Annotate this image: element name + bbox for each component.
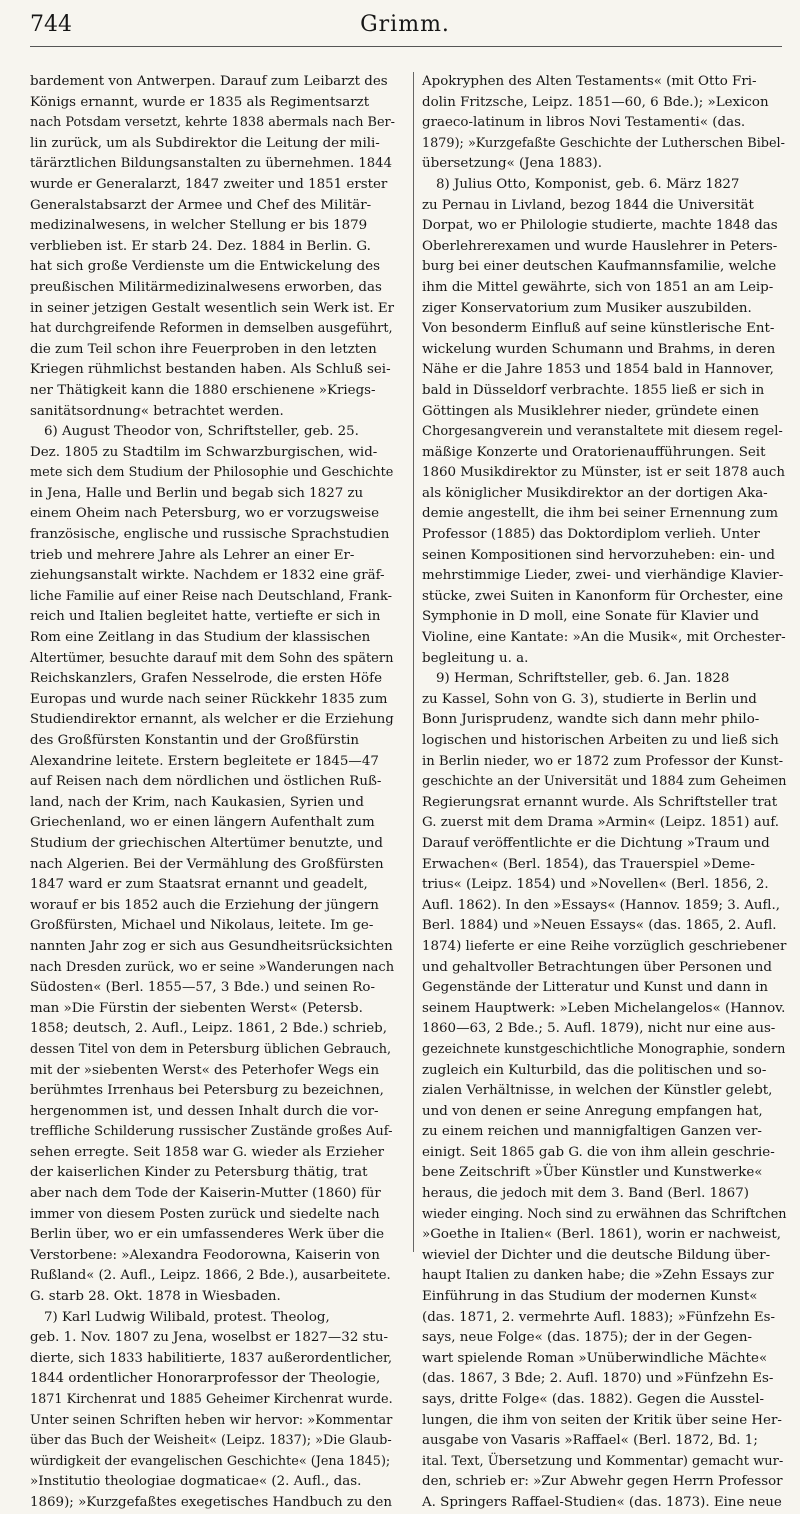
text-line: seinem Hauptwerk: »Leben Michelangelos« (Hannov. [422, 1000, 786, 1016]
text-line: 1869); »Kurzgefaßtes exegetisches Handbuch zu den [30, 1494, 392, 1510]
text-line: die zum Teil schon ihre Feuerproben in den letzten [30, 341, 377, 357]
text-line: worauf er bis 1852 auch die Erziehung der jüngern [30, 897, 379, 913]
text-line: mete sich dem Studium der Philosophie und Geschichte [30, 465, 394, 481]
text-line: dessen Titel von dem in Petersburg üblichen Gebrauch, [30, 1041, 392, 1057]
text-line: zu Kassel, Sohn von G. 3), studierte in Berlin und [422, 691, 757, 707]
text-line: 6) August Theodor von, Schriftsteller, geb. 25. [44, 424, 359, 440]
text-line: den, schrieb er: »Zur Abwehr gegen Herrn Professor [422, 1474, 783, 1490]
text-line: Aufl. 1862). In den »Essays« (Hannov. 1859; 3. Aufl., [422, 897, 780, 913]
text-line: berühmtes Irrenhaus bei Petersburg zu bezeichnen, [30, 1083, 384, 1099]
header-rule [30, 46, 782, 47]
text-line: 1858; deutsch, 2. Aufl., Leipz. 1861, 2 Bde.) schrieb, [30, 1021, 387, 1037]
text-line: bene Zeitschrift »Über Künstler und Kunstwerke« [422, 1165, 763, 1181]
text-line: übersetzung« (Jena 1883). [422, 156, 602, 172]
text-line: Studium der griechischen Altertümer benutzte, und [30, 835, 383, 851]
column-divider [413, 72, 414, 1252]
text-line: Studiendirektor ernannt, als welcher er die Erziehung [30, 712, 394, 728]
text-line: preußischen Militärmedizinalwesens erworben, das [30, 279, 382, 295]
page-header [30, 10, 780, 40]
text-line: Rom eine Zeitlang in das Studium der klassischen [30, 630, 371, 646]
text-line: Südosten« (Berl. 1855—57, 3 Bde.) und seinen Ro- [30, 980, 375, 996]
right-column [422, 72, 787, 1510]
text-line: in Berlin nieder, wo er 1872 zum Professor der Kunst- [422, 753, 784, 769]
text-line: land, nach der Krim, nach Kaukasien, Syrien und [30, 794, 364, 810]
text-line: »Goethe in Italien« (Berl. 1861), worin er nachweist, [422, 1227, 782, 1243]
text-line: Einführung in das Studium der modernen Kunst« [422, 1289, 758, 1305]
text-line: 1844 ordentlicher Honorarprofessor der Theologie, [30, 1371, 381, 1387]
text-line: 1874) lieferte er eine Reihe vorzüglich geschriebener [422, 938, 787, 954]
running-head: Grimm. [360, 12, 450, 37]
text-line: wurde er Generalarzt, 1847 zweiter und 1851 erster [30, 176, 388, 192]
text-line: Verstorbene: »Alexandra Feodorowna, Kaiserin von [30, 1247, 380, 1263]
text-line: Violine, eine Kantate: »An die Musik«, mit Orchester- [422, 630, 786, 646]
text-line: und gehaltvoller Betrachtungen über Personen und [422, 959, 772, 975]
text-line: says, neue Folge« (das. 1875); der in der Gegen- [422, 1330, 752, 1346]
text-line: wieviel der Dichter und die deutsche Bildung über- [422, 1247, 771, 1263]
text-line: geschichte an der Universität und 1884 zum Geheimen [422, 774, 787, 790]
text-line: ital. Text, Übersetzung und Kommentar) gemacht wur- [422, 1453, 784, 1469]
text-line: Altertümer, besuchte darauf mit dem Sohn des spätern [30, 650, 394, 666]
text-line: bardement von Antwerpen. Darauf zum Leibarzt des [30, 74, 388, 89]
text-line: Göttingen als Musiklehrer nieder, gründete einen [422, 403, 760, 419]
text-line: begleitung u. a. [422, 650, 529, 666]
text-line: Chorgesangverein und veranstaltete mit diesem regel- [422, 424, 783, 440]
text-line: Von besonderm Einfluß auf seine künstlerische Ent- [422, 321, 775, 337]
text-line: man »Die Fürstin der siebenten Werst« (Petersb. [30, 1000, 363, 1016]
text-line: 9) Herman, Schriftsteller, geb. 6. Jan. 1828 [436, 671, 730, 687]
text-line: G. starb 28. Okt. 1878 in Wiesbaden. [30, 1289, 281, 1305]
text-line: Apokryphen des Alten Testaments« (mit Otto Fri- [422, 74, 757, 89]
text-line: Gegenstände der Litteratur und Kunst und dann in [422, 980, 769, 996]
text-line: 7) Karl Ludwig Wilibald, protest. Theolog, [44, 1309, 330, 1325]
text-line: Symphonie in D moll, eine Sonate für Klavier und [422, 609, 759, 625]
text-line: sehen erregte. Seit 1858 war G. wieder als Erzieher [30, 1144, 385, 1160]
text-line: Oberlehrerexamen und wurde Hauslehrer in Peters- [422, 238, 778, 254]
text-line: medizinalwesens, in welcher Stellung er bis 1879 [30, 218, 368, 234]
text-line: says, dritte Folge« (das. 1882). Gegen die Ausstel- [422, 1392, 765, 1407]
text-line: einem Oheim nach Petersburg, wo er vorzugsweise [30, 506, 380, 522]
text-line: logischen und historischen Arbeiten zu und ließ sich [422, 733, 779, 748]
text-line: zialen Verhältnisse, in welchen der Künstler gelebt, [422, 1083, 773, 1099]
text-line: lin zurück, um als Subdirektor die Leitung der mili- [30, 135, 380, 151]
text-line: mehrstimmige Lieder, zwei- und vierhändige Klavier- [422, 568, 784, 584]
text-line: 1860—63, 2 Bde.; 5. Aufl. 1879), nicht nur eine aus- [422, 1021, 776, 1037]
text-line: und von denen er seine Anregung empfangen hat, [422, 1103, 763, 1119]
text-line: nach Dresden zurück, wo er seine »Wanderungen nach [30, 959, 395, 975]
text-line: haupt Italien zu danken habe; die »Zehn Essays zur [422, 1268, 774, 1284]
text-line: französische, englische und russische Sprachstudien [30, 527, 390, 543]
text-line: als königlicher Musikdirektor an der dortigen Aka- [422, 485, 768, 501]
text-line: Kriegen rühmlichst bestanden haben. Als Schluß sei- [30, 362, 391, 378]
text-line: der kaiserlichen Kinder zu Petersburg thätig, trat [30, 1165, 368, 1181]
text-line: demie angestellt, die ihm bei seiner Ernennung zum [422, 506, 779, 522]
text-line: Bonn Jurisprudenz, wandte sich dann mehr philo- [422, 712, 760, 728]
text-line: tärärztlichen Bildungsanstalten zu übernehmen. 1844 [30, 156, 392, 172]
text-line: einigt. Seit 1865 gab G. die von ihm allein geschrie- [422, 1144, 775, 1160]
left-column [30, 72, 395, 1510]
text-line: 1871 Kirchenrat und 1885 Geheimer Kirchenrat wurde. [30, 1392, 393, 1407]
text-line: G. zuerst mit dem Drama »Armin« (Leipz. 1851) auf. [422, 815, 780, 831]
text-line: zu einem reichen und mannigfaltigen Ganzen ver- [422, 1124, 762, 1140]
text-line: dolin Fritzsche, Leipz. 1851—60, 6 Bde.); »Lexicon [422, 94, 769, 110]
text-line: 8) Julius Otto, Komponist, geb. 6. März 1827 [436, 176, 740, 192]
text-line: auf Reisen nach dem nördlichen und östlichen Ruß- [30, 774, 382, 790]
text-line: reich und Italien begleitet hatte, vertiefte er sich in [30, 609, 381, 625]
text-line: zu Pernau in Livland, bezog 1844 die Universität [422, 197, 754, 213]
text-line: A. Springers Raffael-Studien« (das. 1873). Eine neue [422, 1494, 782, 1510]
text-line: mäßige Konzerte und Oratorienaufführungen. Seit [422, 444, 766, 460]
text-line: trius« (Leipz. 1854) und »Novellen« (Berl. 1856, 2. [422, 877, 769, 893]
text-line: hergenommen ist, und dessen Inhalt durch die vor- [30, 1103, 379, 1119]
text-line: mit der »siebenten Werst« des Peterhofer Wegs ein [30, 1062, 380, 1078]
text-line: Professor (1885) das Doktordiplom verlieh. Unter [422, 527, 760, 543]
text-line: 1860 Musikdirektor zu Münster, ist er seit 1878 auch [422, 465, 786, 481]
text-line: gezeichnete kunstgeschichtliche Monographie, sondern [422, 1041, 786, 1057]
text-line: Nähe er die Jahre 1853 und 1854 bald in Hannover, [422, 362, 774, 378]
text-line: Königs ernannt, wurde er 1835 als Regimentsarzt [30, 94, 370, 110]
text-line: dierte, sich 1833 habilitierte, 1837 außerordentlicher, [30, 1350, 393, 1366]
text-line: immer von diesem Posten zurück und siedelte nach [30, 1206, 380, 1222]
text-line: in seiner jetzigen Gestalt wesentlich sein Werk ist. Er [30, 300, 395, 316]
text-line: ner Thätigkeit kann die 1880 erschienene »Kriegs- [30, 382, 376, 398]
text-line: ihm die Mittel gewährte, sich von 1851 an am Leip- [422, 279, 774, 295]
text-line: hat sich große Verdienste um die Entwickelung des [30, 259, 380, 275]
text-line: Dorpat, wo er Philologie studierte, machte 1848 das [422, 218, 778, 234]
text-line: wickelung wurden Schumann und Brahms, in deren [422, 341, 776, 357]
text-line: wieder einging. Noch sind zu erwähnen das Schriftchen [422, 1206, 787, 1222]
text-line: hat durchgreifende Reformen in demselben ausgeführt, [30, 321, 393, 337]
text-line: stücke, zwei Suiten in Kanonform für Orchester, eine [422, 588, 784, 604]
text-line: Berl. 1884) und »Neuen Essays« (das. 1865, 2. Aufl. [422, 918, 777, 934]
text-line: ausgabe von Vasaris »Raffael« (Berl. 1872, Bd. 1; [422, 1433, 758, 1449]
text-line: liche Familie auf einer Reise nach Deutschland, Frank- [30, 588, 392, 604]
text-line: bald in Düsseldorf verbrachte. 1855 ließ er sich in [422, 382, 765, 398]
text-line: Unter seinen Schriften heben wir hervor: »Kommentar [30, 1412, 393, 1428]
text-line: trieb und mehrere Jahre als Lehrer an einer Er- [30, 547, 355, 563]
text-line: Rußland« (2. Aufl., Leipz. 1866, 2 Bde.), ausarbeitete. [30, 1268, 391, 1284]
text-line: nannten Jahr zog er sich aus Gesundheitsrücksichten [30, 938, 393, 954]
text-line: Reichskanzlers, Grafen Nesselrode, die ersten Höfe [30, 671, 383, 687]
text-line: nach Algerien. Bei der Vermählung des Großfürsten [30, 856, 384, 872]
text-line: über das Buch der Weisheit« (Leipz. 1837); »Die Glaub- [30, 1433, 392, 1449]
text-line: lungen, die ihm von seiten der Kritik über seine Her- [422, 1412, 782, 1428]
text-line: 1879); »Kurzgefaßte Geschichte der Lutherschen Bibel- [422, 135, 785, 151]
text-line: würdigkeit der evangelischen Geschichte« (Jena 1845); [30, 1453, 391, 1469]
text-line: Generalstabsarzt der Armee und Chef des Militär- [30, 197, 372, 213]
text-line: wart spielende Roman »Unüberwindliche Mächte« [422, 1350, 768, 1366]
text-line: aber nach dem Tode der Kaiserin-Mutter (1860) für [30, 1186, 381, 1202]
text-line: zugleich ein Kulturbild, das die politischen und so- [422, 1062, 767, 1078]
text-line: nach Potsdam versetzt, kehrte 1838 abermals nach Ber- [30, 115, 395, 131]
text-line: ziger Konservatorium zum Musiker auszubilden. [422, 300, 752, 316]
text-line: seinen Kompositionen sind hervorzuheben: ein- und [422, 547, 775, 563]
text-line: graeco-latinum in libros Novi Testamenti« (das. [422, 115, 746, 131]
text-line: Großfürsten, Michael und Nikolaus, leitete. Im ge- [30, 918, 374, 934]
text-line: verblieben ist. Er starb 24. Dez. 1884 in Berlin. G. [30, 238, 371, 254]
text-line: 1847 ward er zum Staatsrat ernannt und geadelt, [30, 877, 368, 893]
text-line: des Großfürsten Konstantin und der Großfürstin [30, 733, 359, 748]
text-line: »Institutio theologiae dogmaticae« (2. Aufl., das. [30, 1474, 362, 1490]
text-line: ziehungsanstalt wirkte. Nachdem er 1832 eine gräf- [30, 568, 385, 584]
text-line: sanitätsordnung« betrachtet werden. [30, 403, 284, 419]
text-line: burg bei einer deutschen Kaufmannsfamilie, welche [422, 259, 777, 275]
text-line: in Jena, Halle und Berlin und begab sich 1827 zu [30, 485, 364, 501]
text-line: Dez. 1805 zu Stadtilm im Schwarzburgischen, wid- [30, 444, 378, 460]
text-line: (das. 1867, 3 Bde; 2. Aufl. 1870) und »Fünfzehn Es- [422, 1371, 774, 1387]
text-columns [30, 72, 787, 1510]
text-line: Alexandrine leitete. Erstern begleitete er 1845—47 [30, 753, 379, 769]
page-number: 744 [30, 12, 72, 37]
text-line: Griechenland, wo er einen längern Aufenthalt zum [30, 815, 375, 831]
text-line: Darauf veröffentlichte er die Dichtung »Traum und [422, 835, 770, 851]
text-line: Berlin über, wo er ein umfassenderes Werk über die [30, 1227, 385, 1243]
text-line: Europas und wurde nach seiner Rückkehr 1835 zum [30, 691, 388, 707]
text-line: heraus, die jedoch mit dem 3. Band (Berl. 1867) [422, 1186, 749, 1202]
text-line: Erwachen« (Berl. 1854), das Trauerspiel »Deme- [422, 856, 755, 872]
text-line: geb. 1. Nov. 1807 zu Jena, woselbst er 1827—32 stu- [30, 1330, 388, 1346]
text-line: Regierungsrat ernannt wurde. Als Schriftsteller trat [422, 794, 778, 810]
text-line: treffliche Schilderung russischer Zustände großes Auf- [30, 1124, 393, 1140]
text-line: (das. 1871, 2. vermehrte Aufl. 1883); »Fünfzehn Es- [422, 1309, 776, 1325]
